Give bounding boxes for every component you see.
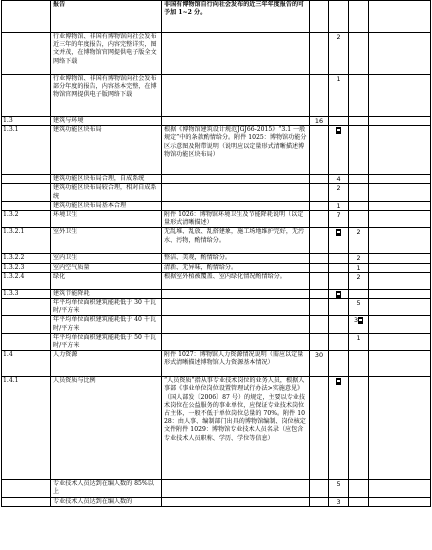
row-total-score-cell (310, 117, 329, 126)
row-sub-score-cell (329, 316, 349, 333)
cell-text: 2 (356, 228, 361, 237)
cell-text: 1 (336, 201, 341, 210)
row-remark-cell (369, 33, 431, 75)
row-id-cell (2, 1, 51, 33)
row-id-cell (2, 228, 51, 254)
cell-text: 1.4.1 (3, 377, 19, 385)
table-row (2, 377, 431, 480)
cell-text: 建筑功能区块布局基本合理 (53, 201, 127, 209)
row-desc-cell (162, 201, 310, 210)
row-desc-cell (162, 228, 310, 254)
row-sub2-score-cell (349, 272, 369, 289)
row-id-cell (2, 316, 51, 333)
row-total-score-cell (310, 201, 329, 210)
cell-text: 建筑功能区块布局合理，自成系统 (53, 175, 145, 183)
table-row (2, 175, 431, 184)
row-desc-cell (162, 351, 310, 377)
cell-text: 年平均单位面积建筑能耗低于 40 千瓦时/平方米 (53, 316, 157, 332)
cell-text: 1.3.2 (3, 211, 19, 219)
table-row (2, 316, 431, 333)
row-sub2-score-cell (349, 211, 369, 228)
row-id-cell (2, 289, 51, 298)
cell-text: 非国有博物馆自行向社会发布的近三年年度报告的可予加 1~2 分。 (164, 1, 305, 17)
row-name-cell (51, 1, 162, 33)
row-sub-score-cell (329, 1, 349, 33)
row-desc-cell (162, 263, 310, 272)
row-id-cell (2, 211, 51, 228)
table-row (2, 126, 431, 175)
cell-text: 人力资源 (53, 351, 78, 359)
row-desc-cell (162, 316, 310, 333)
evaluation-table (1, 0, 431, 507)
cell-text: 5 (356, 299, 361, 308)
row-desc-cell (162, 175, 310, 184)
row-total-score-cell (310, 175, 329, 184)
row-name-cell (51, 75, 162, 117)
row-sub2-score-cell (349, 228, 369, 254)
cell-text: 附件 1027：博物馆人力资源情况说明（需应以定量形式清晰描述博物馆人力资源基本情况） (164, 351, 304, 367)
cell-text: 年平均单位面积建筑能耗低于 30 千瓦时/平方米 (53, 299, 157, 315)
cell-text: 专业技术人员达到在编人数的 85%以上 (53, 480, 154, 496)
cell-text: 室外卫生 (53, 228, 78, 236)
cell-text: 4 (336, 175, 341, 184)
row-sub-score-cell (329, 254, 349, 263)
row-total-score-cell (310, 497, 329, 506)
row-name-cell (51, 351, 162, 377)
cell-text: 清新、无异味，酌情给分。 (164, 263, 238, 271)
cell-text: 室内卫生 (53, 254, 78, 262)
table-row (2, 184, 431, 201)
marker-icon (336, 229, 341, 236)
row-name-cell (51, 263, 162, 272)
row-remark-cell (369, 75, 431, 117)
row-remark-cell (369, 289, 431, 298)
row-total-score-cell (310, 211, 329, 228)
cell-text: 1.3.2.1 (3, 228, 25, 236)
row-name-cell (51, 497, 162, 506)
row-sub2-score-cell (349, 299, 369, 316)
table-row (2, 333, 431, 350)
row-remark-cell (369, 211, 431, 228)
row-sub2-score-cell (349, 201, 369, 210)
row-sub-score-cell (329, 289, 349, 298)
row-sub2-score-cell (349, 263, 369, 272)
cell-text: 室内空气质量 (53, 263, 90, 271)
row-desc-cell (162, 126, 310, 175)
row-remark-cell (369, 316, 431, 333)
row-name-cell (51, 377, 162, 480)
row-desc-cell (162, 254, 310, 263)
row-id-cell (2, 351, 51, 377)
cell-text: 3 (353, 316, 359, 325)
cell-text: 环境卫生 (53, 211, 78, 219)
cell-text: 行业博物馆、非国有博物馆向社会发布部分年度的报告，内容基本完整，在博物馆官网提供电子版网络下载 (53, 75, 157, 99)
row-id-cell (2, 201, 51, 210)
cell-text: 附件 1026：博物馆环境卫生及节能降耗说明（以定量形式清晰描述） (164, 211, 304, 227)
marker-icon (336, 127, 341, 134)
table-row (2, 480, 431, 497)
row-total-score-cell (310, 126, 329, 175)
row-remark-cell (369, 201, 431, 210)
row-total-score-cell (310, 228, 329, 254)
row-name-cell (51, 33, 162, 75)
row-sub-score-cell (329, 272, 349, 289)
row-name-cell (51, 184, 162, 201)
row-sub2-score-cell (349, 175, 369, 184)
cell-text: 5 (336, 480, 341, 489)
row-sub-score-cell (329, 117, 349, 126)
row-total-score-cell (310, 299, 329, 316)
cell-text: 建筑与环境 (53, 117, 84, 124)
table-row (2, 263, 431, 272)
row-desc-cell (162, 184, 310, 201)
cell-text: 16 (314, 117, 324, 125)
row-desc-cell (162, 1, 310, 33)
row-name-cell (51, 254, 162, 263)
cell-text: 报告 (53, 1, 66, 8)
row-remark-cell (369, 480, 431, 497)
cell-text: 整洁、美观，酌情给分。 (164, 254, 232, 262)
row-total-score-cell (310, 333, 329, 350)
cell-text: 绿化 (53, 272, 66, 280)
row-remark-cell (369, 263, 431, 272)
row-id-cell (2, 75, 51, 117)
row-id-cell (2, 184, 51, 201)
marker-icon (336, 378, 341, 385)
row-desc-cell (162, 480, 310, 497)
row-name-cell (51, 272, 162, 289)
row-sub-score-cell (329, 497, 349, 506)
row-sub-score-cell (329, 299, 349, 316)
row-sub2-score-cell (349, 33, 369, 75)
row-sub-score-cell (329, 175, 349, 184)
table-row (2, 201, 431, 210)
cell-text: 1.3.2.4 (3, 272, 25, 280)
row-sub2-score-cell (349, 377, 369, 480)
cell-text: 2 (336, 184, 341, 193)
marker-icon (358, 317, 363, 324)
row-name-cell (51, 299, 162, 316)
row-remark-cell (369, 228, 431, 254)
cell-text: 1 (356, 263, 361, 272)
row-total-score-cell (310, 1, 329, 33)
row-sub-score-cell (329, 377, 349, 480)
row-name-cell (51, 126, 162, 175)
cell-text: 7 (336, 211, 341, 220)
row-sub-score-cell (329, 33, 349, 75)
cell-text: 年平均单位面积建筑能耗低于 50 千瓦时/平方米 (53, 333, 157, 350)
row-sub-score-cell (329, 211, 349, 228)
row-name-cell (51, 289, 162, 298)
row-remark-cell (369, 117, 431, 126)
row-sub-score-cell (329, 228, 349, 254)
table-row (2, 299, 431, 316)
row-remark-cell (369, 333, 431, 350)
row-desc-cell (162, 117, 310, 126)
cell-text: 根据《博物馆建筑设计规范JGJ66-2015》“3.1 一般规定”中的条款酌情给分。附件 1025：博物馆功能分区示意图及附带说明（说明应以定量形式清晰描述博物馆功能区块布局） (164, 126, 307, 158)
row-total-score-cell (310, 254, 329, 263)
cell-text: 1.3 (3, 117, 13, 124)
cell-text: 建筑功能区块布局 (53, 126, 102, 134)
table-row (2, 1, 431, 33)
row-id-cell (2, 126, 51, 175)
row-name-cell (51, 316, 162, 333)
row-sub2-score-cell (349, 351, 369, 377)
row-total-score-cell (310, 272, 329, 289)
row-sub-score-cell (329, 351, 349, 377)
row-sub2-score-cell (349, 333, 369, 350)
row-total-score-cell (310, 184, 329, 201)
cell-text: 1.3.1 (3, 126, 19, 134)
table-row (2, 497, 431, 506)
cell-text: 人员资质与比例 (53, 377, 96, 385)
cell-text: 根据室外植被覆盖、室内绿化情况酌情给分。 (164, 272, 286, 280)
cell-text: 1.4 (3, 351, 13, 359)
row-id-cell (2, 377, 51, 480)
row-sub-score-cell (329, 333, 349, 350)
table-row (2, 272, 431, 289)
row-name-cell (51, 228, 162, 254)
row-remark-cell (369, 272, 431, 289)
table-row (2, 289, 431, 298)
table-row (2, 211, 431, 228)
row-id-cell (2, 33, 51, 75)
row-remark-cell (369, 497, 431, 506)
row-remark-cell (369, 126, 431, 175)
row-sub-score-cell (329, 184, 349, 201)
table-row (2, 254, 431, 263)
row-remark-cell (369, 299, 431, 316)
table-row (2, 33, 431, 75)
row-desc-cell (162, 33, 310, 75)
row-total-score-cell (310, 289, 329, 298)
row-desc-cell (162, 211, 310, 228)
cell-text: 无乱堆、乱放、乱搭建象，施工场地维护完好，无污水、污物，酌情给分。 (164, 228, 305, 244)
row-sub-score-cell (329, 126, 349, 175)
row-id-cell (2, 254, 51, 263)
row-remark-cell (369, 377, 431, 480)
cell-text: 行业博物馆、非国有博物馆向社会发布近三年的年度报告，内容完整详实，图文并茂，在博物馆官网提供电子版全文网络下载 (53, 33, 157, 65)
marker-icon (336, 291, 341, 298)
row-sub2-score-cell (349, 480, 369, 497)
row-remark-cell (369, 1, 431, 33)
table-row (2, 228, 431, 254)
row-sub-score-cell (329, 480, 349, 497)
row-name-cell (51, 175, 162, 184)
row-name-cell (51, 117, 162, 126)
row-sub2-score-cell (349, 316, 369, 333)
row-name-cell (51, 333, 162, 350)
row-id-cell (2, 299, 51, 316)
cell-text: 2 (356, 272, 361, 281)
row-id-cell (2, 333, 51, 350)
row-name-cell (51, 201, 162, 210)
table-row (2, 117, 431, 126)
row-sub2-score-cell (349, 254, 369, 263)
row-sub2-score-cell (349, 497, 369, 506)
cell-text: 2 (356, 254, 361, 263)
row-total-score-cell (310, 33, 329, 75)
row-sub-score-cell (329, 75, 349, 117)
row-sub-score-cell (329, 263, 349, 272)
table-row (2, 351, 431, 377)
row-sub2-score-cell (349, 75, 369, 117)
row-desc-cell (162, 272, 310, 289)
row-desc-cell (162, 377, 310, 480)
row-id-cell (2, 117, 51, 126)
cell-text: 1 (356, 333, 361, 342)
cell-text: 1.3.2.3 (3, 263, 25, 271)
row-remark-cell (369, 175, 431, 184)
row-sub2-score-cell (349, 126, 369, 175)
row-sub-score-cell (329, 201, 349, 210)
row-sub2-score-cell (349, 289, 369, 298)
row-desc-cell (162, 333, 310, 350)
cell-text: 1.3.2.2 (3, 254, 25, 262)
row-id-cell (2, 480, 51, 497)
table-row (2, 75, 431, 117)
row-sub2-score-cell (349, 117, 369, 126)
row-total-score-cell (310, 377, 329, 480)
row-total-score-cell (310, 316, 329, 333)
row-id-cell (2, 263, 51, 272)
cell-text: 1 (336, 75, 341, 83)
row-total-score-cell (310, 75, 329, 117)
row-total-score-cell (310, 263, 329, 272)
cell-text: 2 (336, 33, 341, 41)
cell-text: 建筑功能区块布局较合理，相对自成系统 (53, 184, 157, 200)
row-desc-cell (162, 289, 310, 298)
row-name-cell (51, 211, 162, 228)
row-remark-cell (369, 351, 431, 377)
row-total-score-cell (310, 351, 329, 377)
row-id-cell (2, 175, 51, 184)
row-sub2-score-cell (349, 184, 369, 201)
row-id-cell (2, 497, 51, 506)
cell-text: 3 (336, 497, 341, 506)
cell-text: 30 (314, 351, 324, 360)
row-desc-cell (162, 299, 310, 316)
row-total-score-cell (310, 480, 329, 497)
cell-text: 建筑节能降耗 (53, 289, 90, 297)
row-desc-cell (162, 497, 310, 506)
row-remark-cell (369, 254, 431, 263)
row-desc-cell (162, 75, 310, 117)
cell-text: 1.3.3 (3, 289, 19, 297)
row-remark-cell (369, 184, 431, 201)
row-sub2-score-cell (349, 1, 369, 33)
cell-text: “人员资质”指从事专业技术岗位的业务人员，根据人事部《事业单位岗位设置管理试行办法>实施意见》（国人部发〔2006〕87 号）的规定，主要以专业技术岗位在公益服务的事业单位，应保证专业技术岗位占主体，一般不低于单位岗位总量的 70%。附件 1028：由人事、编制部门出具的博物馆编制、岗位核定文件附件 1029：博物馆专业技术人员名录（应包含专业技术人员职称、学历、学位等信息） (164, 377, 306, 442)
cell-text: 专业技术人员达到在编人数的 (53, 497, 133, 505)
row-id-cell (2, 272, 51, 289)
row-name-cell (51, 480, 162, 497)
